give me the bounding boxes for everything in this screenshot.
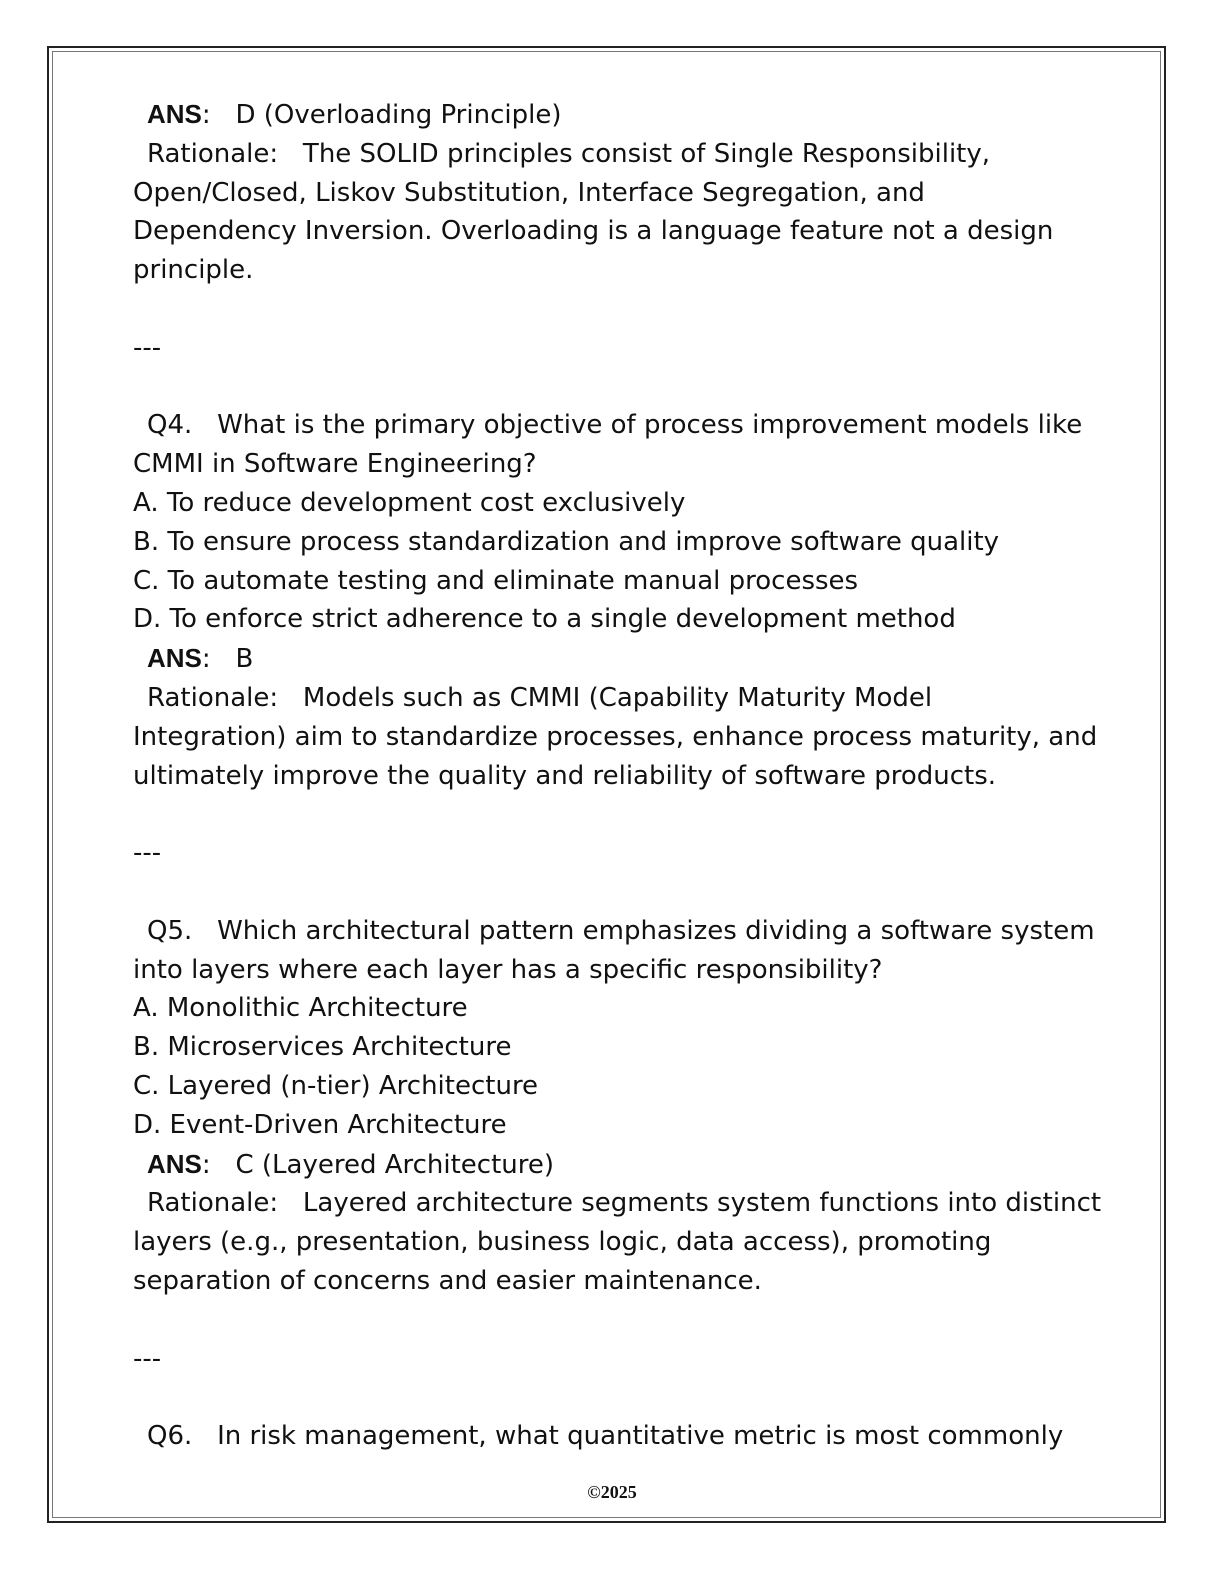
rationale-line: Rationale: Models such as CMMI (Capability Maturity Model bbox=[147, 682, 933, 713]
rationale-line: Rationale: The SOLID principles consist of Single Responsibility, bbox=[147, 138, 991, 169]
answer-value: : C (Layered Architecture) bbox=[201, 1149, 555, 1180]
spacer bbox=[133, 873, 1093, 912]
question-text: Q4. What is the primary objective of process improvement models like bbox=[147, 410, 1083, 441]
answer-value: : B bbox=[201, 644, 254, 675]
option-a: A. To reduce development cost exclusively bbox=[133, 487, 686, 518]
separator: --- bbox=[133, 332, 162, 363]
option-c: C. Layered (n-tier) Architecture bbox=[133, 1070, 539, 1101]
answer-value: : D (Overloading Principle) bbox=[201, 100, 562, 130]
document-body bbox=[133, 95, 1102, 1456]
answer-line bbox=[133, 639, 1093, 679]
rationale-line: separation of concerns and easier maintenance. bbox=[133, 1265, 762, 1296]
answer-label: ANS bbox=[147, 1148, 202, 1179]
answer-label: ANS bbox=[147, 99, 202, 129]
option-d: D. Event-Driven Architecture bbox=[133, 1109, 507, 1140]
separator: --- bbox=[133, 1343, 162, 1374]
separator: --- bbox=[133, 838, 162, 869]
rationale-line: layers (e.g., presentation, business logic, data access), promoting bbox=[133, 1227, 992, 1258]
answer-label: ANS bbox=[147, 643, 202, 674]
rationale-line: Dependency Inversion. Overloading is a language feature not a design bbox=[133, 216, 1054, 247]
spacer bbox=[133, 1301, 1093, 1340]
spacer bbox=[133, 795, 1093, 834]
spacer bbox=[133, 1378, 1093, 1417]
rationale-line: ultimately improve the quality and reliability of software products. bbox=[133, 760, 997, 791]
answer-line bbox=[133, 1145, 1093, 1185]
rationale-line: Integration) aim to standardize processes, enhance process maturity, and bbox=[133, 721, 1098, 752]
answer-line bbox=[133, 95, 1093, 135]
option-a: A. Monolithic Architecture bbox=[133, 993, 468, 1024]
rationale-line: Rationale: Layered architecture segments system functions into distinct bbox=[147, 1188, 1102, 1219]
spacer bbox=[133, 368, 1093, 407]
question-text: Q6. In risk management, what quantitative metric is most commonly bbox=[147, 1421, 1064, 1452]
copyright-footer: ©2025 bbox=[587, 1482, 637, 1502]
rationale-line: Open/Closed, Liskov Substitution, Interface Segregation, and bbox=[133, 177, 925, 208]
option-c: C. To automate testing and eliminate manual processes bbox=[133, 565, 859, 596]
question-text: Q5. Which architectural pattern emphasizes dividing a software system bbox=[147, 915, 1095, 946]
spacer bbox=[133, 290, 1093, 329]
option-d: D. To enforce strict adherence to a single development method bbox=[133, 604, 956, 635]
option-b: B. To ensure process standardization and improve software quality bbox=[133, 526, 1000, 557]
question-text: CMMI in Software Engineering? bbox=[133, 449, 537, 480]
question-text: into layers where each layer has a specific responsibility? bbox=[133, 954, 883, 985]
option-b: B. Microservices Architecture bbox=[133, 1032, 512, 1063]
rationale-line: principle. bbox=[133, 255, 254, 286]
